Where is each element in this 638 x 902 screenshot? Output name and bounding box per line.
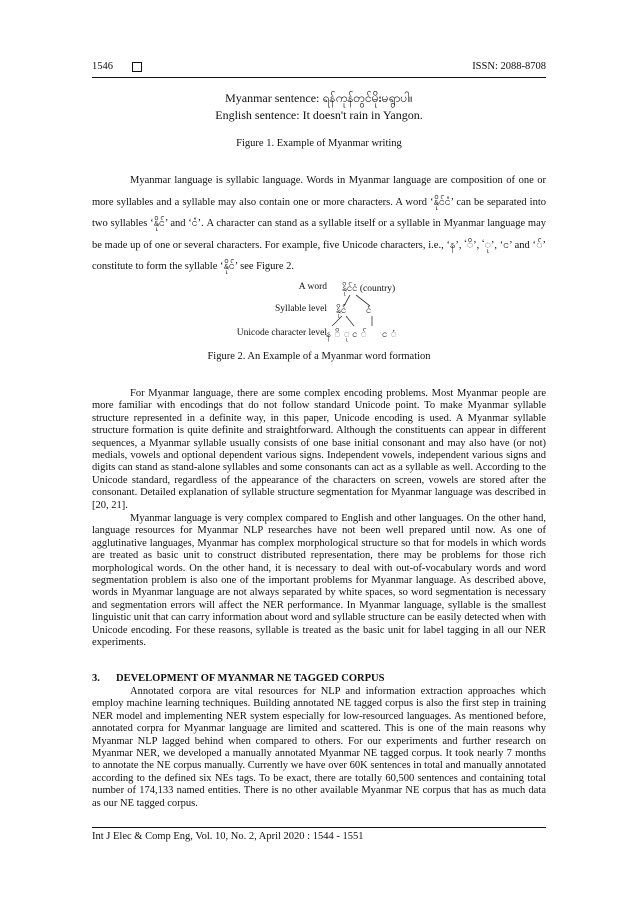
issn: ISSN: 2088-8708 (472, 61, 546, 72)
figure-1 (0, 90, 638, 124)
section-3-title: DEVELOPMENT OF MYANMAR NE TAGGED CORPUS (116, 673, 385, 684)
figure-2 (232, 282, 422, 340)
paragraph-4: Annotated corpora are vital resources for NLP and information extraction approaches which employ machine learning techniques. Building annotated NE tagged corpus is also the first step in training NER model and implementing NER system especially for low-resourced languages. As mentioned before, annotated corpra for Myanmar language are limited and scattered. This is one of the main reasons why Myanmar NLP lagged behind when compared to others. For our experiments and further research on Myanmar NER, we developed a manually annotated Myanmar NE tagged corpus. It took nearly 7 months to annotate the NE corpus manually. Currently we have over 60K sentences in total and manually annotated according to the defined six NEs tags. To be exact, there are totally 60,500 sentences and containing total number of 174,133 named entities. There is no other available Myanmar NE corpus that has as much data as our NE tagged corpus. (92, 686, 546, 809)
section-3-number: 3. (92, 673, 100, 684)
figure-2-syllable-2: ငံ (366, 306, 372, 316)
figure-2-syllable-1: နိုင် (336, 306, 347, 316)
running-header (92, 61, 546, 75)
figure-2-caption: Figure 2. An Example of a Myanmar word formation (207, 351, 431, 362)
paragraph-2: For Myanmar language, there are some complex encoding problems. Most Myanmar people are more familiar with encodings that do not follow standard Unicode point. To make Myanmar syllable structure represented in a definite way, in this paper, Unicode encoding is used. A Myanmar syllable structure formation is quite definite and straightforward. Although the constituents can appear in different sequences, a Myanmar syllable usually consists of one base initial consonant and may also have (or not) medials, vowels and optional dependent various signs. Independent vowels, independent various signs and digits can stand as stand-alone syllables and some consonants can act as a syllable as well. According to the Unicode standard, regardless of the appearance of the characters on screen, vowels are stored after the consonant. Detailed explanation of syllable structure segmentation for Myanmar language was described in [20, 21]. (92, 388, 546, 511)
figure-2-unicode-chars-1: န ိ ု င ် (326, 330, 367, 340)
page-number: 1546 (92, 61, 113, 72)
figure-2-unicode-chars-2: င ံ (382, 330, 397, 340)
paragraph-1: Myanmar language is syllabic language. Words in Myanmar language are composition of one or more syllables and a syllable may also contain one or more characters. A word ‘နိုင်ငံ’ can be separated into two syllables ‘နိုင်’ and ‘ငံ’. A character can stand as a syllable itself or a syllable in Myanmar language may be made up of one or several characters. For example, five Unicode characters, i.e., ‘န’, ‘ိ’, ‘ု’, ‘င’ and ‘်’ constitute to form the syllable ‘နိုင်’ see Figure 2. (92, 175, 546, 272)
footer-rule (92, 827, 546, 828)
figure-2-word: နိုင်ငံ (country) (342, 284, 396, 294)
figure-1-myanmar-line: Myanmar sentence: ရန်ကုန်တွင်မိုးမရွာပါ။ (225, 91, 413, 105)
paragraph-3: Myanmar language is very complex compared to English and other languages. On the other hand, language resources for Myanmar NLP researches have not been well prepared until now. As one of agglutinative languages, Myanmar has complex morphological structure so that for models in which words are treated as basic unit to construct distributed representation, there may be problems for those rich morphological words. On the other hand, it is necessary to deal with out-of-vocabulary words and word segmentation problem is also one of the important problems for Myanmar language. As described above, words in Myanmar language are not always separated by white spaces, so word segmentation is necessary and segmentation errors will affect the NER performance. In Myanmar language, syllable is the smallest linguistic unit that can carry information about word and syllable structure can be easily detected when with Unicode encoding. For these reasons, syllable is treated as the basic unit for label tagging in all our NER experiments. (92, 513, 546, 649)
figure-1-english-line: English sentence: It doesn't rain in Yangon. (215, 108, 423, 122)
figure-2-unicode-label: Unicode character level (236, 328, 327, 338)
square-icon (132, 62, 142, 72)
figure-1-caption: Figure 1. Example of Myanmar writing (236, 138, 402, 149)
header-rule (92, 77, 546, 78)
figure-2-syllable-label: Syllable level (275, 304, 327, 314)
section-3-heading (92, 673, 546, 684)
journal-footer: Int J Elec & Comp Eng, Vol. 10, No. 2, April 2020 : 1544 - 1551 (92, 831, 364, 842)
figure-2-word-label: A word (298, 282, 327, 292)
